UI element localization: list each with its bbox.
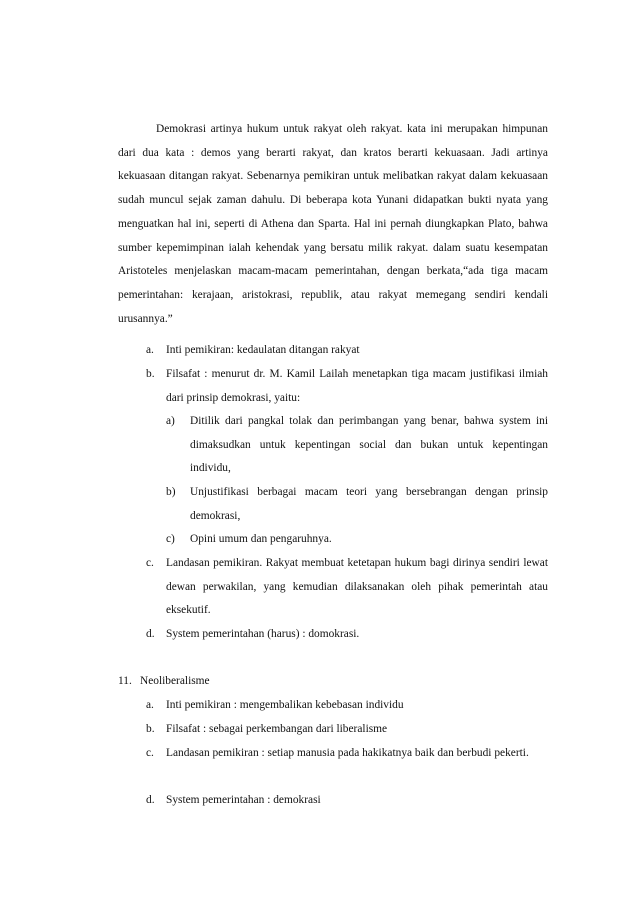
- list-item: Filsafat : menurut dr. M. Kamil Lailah menetapkan tiga macam justifikasi ilmiah dari prinsip demokrasi, yaitu:: [166, 368, 548, 404]
- list-item: Inti pemikiran: kedaulatan ditangan rakyat: [166, 344, 360, 356]
- section-title: Neoliberalisme: [140, 675, 210, 687]
- intro-paragraph: Demokrasi artinya hukum untuk rakyat oleh rakyat. kata ini merupakan himpunan dari dua kata : demos yang berarti rakyat, dan kratos berarti kekuasaan. Jadi artinya kekuasaan ditangan rakyat. Sebenarnya pemikiran untuk melibatkan rakyat dalam kekuasaan sudah muncul sejak zaman dahulu. Di beberapa kota Yunani didapatkan bukti nyata yang menguatkan hal ini, seperti di Athena dan Sparta. Hal ini pernah diungkapkan Plato, bahwa sumber kepemimpinan ialah kehendak yang bersatu milik rakyat. dalam suatu kesempatan Aristoteles menjelaskan macam-macam pemerintahan, dengan berkata,“ada tiga macam pemerintahan: kerajaan, aristokrasi, republik, atau rakyat memegang sendiri kendali urusannya.”: [118, 123, 548, 325]
- sublist-marker: c): [166, 533, 175, 545]
- list-marker: c.: [146, 747, 154, 759]
- list-marker: a.: [146, 699, 154, 711]
- list-item: System pemerintahan (harus) : domokrasi.: [166, 628, 360, 640]
- list-item: Inti pemikiran : mengembalikan kebebasan individu: [166, 699, 404, 711]
- list-item: Landasan pemikiran : setiap manusia pada hakikatnya baik dan berbudi pekerti.: [166, 747, 529, 759]
- section-number: 11.: [118, 675, 132, 687]
- list-marker: d.: [146, 628, 155, 640]
- list-marker: c.: [146, 557, 154, 569]
- sublist-item: Unjustifikasi berbagai macam teori yang bersebrangan dengan prinsip demokrasi,: [190, 486, 548, 522]
- list-marker: d.: [146, 794, 155, 806]
- list-marker: b.: [146, 723, 155, 735]
- sublist-marker: b): [166, 486, 176, 498]
- list-item: System pemerintahan : demokrasi: [166, 794, 321, 806]
- list-marker: a.: [146, 344, 154, 356]
- sublist-item: Ditilik dari pangkal tolak dan perimbangan yang benar, bahwa system ini dimaksudkan untuk kepentingan social dan bukan untuk kepentingan individu,: [190, 415, 548, 475]
- sublist-item: Opini umum dan pengaruhnya.: [190, 533, 332, 545]
- list-marker: b.: [146, 368, 155, 380]
- list-item: Landasan pemikiran. Rakyat membuat ketetapan hukum bagi dirinya sendiri lewat dewan perwakilan, yang kemudian dilaksanakan oleh pihak pemerintah atau eksekutif.: [166, 557, 548, 617]
- list-item: Filsafat : sebagai perkembangan dari liberalisme: [166, 723, 388, 735]
- sublist-marker: a): [166, 415, 175, 427]
